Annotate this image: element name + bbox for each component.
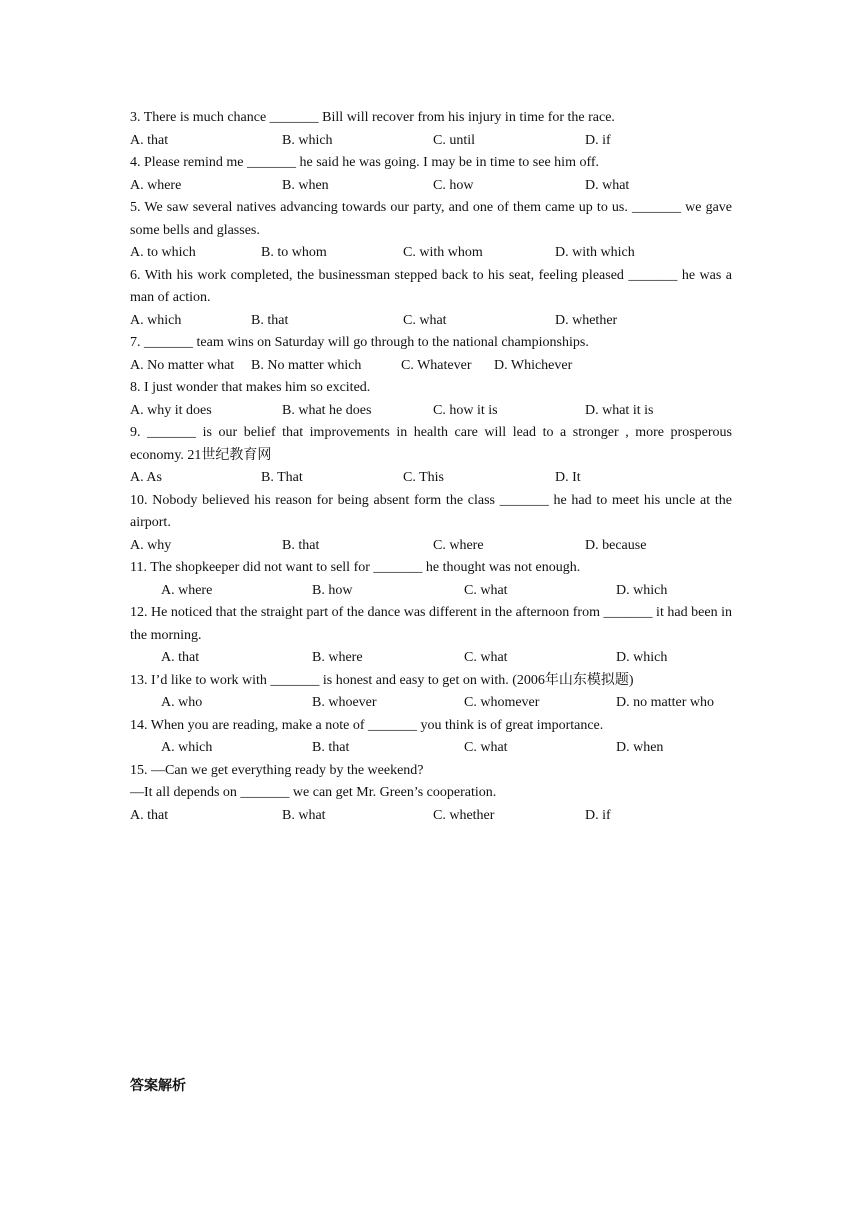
option-q14-c: C. what	[464, 740, 508, 755]
options-row-q5	[130, 242, 732, 265]
question-stem-q4: 4. Please remind me _______ he said he was going. I may be in time to see him off.	[130, 155, 600, 170]
option-q8-a: A. why it does	[130, 402, 212, 418]
options-row-q9	[130, 467, 732, 490]
options-row-q13	[130, 692, 732, 715]
option-q3-a: A. that	[130, 132, 169, 148]
option-q10-a: A. why	[130, 537, 172, 553]
option-q14-b: B. that	[312, 740, 350, 755]
option-q4-a: A. where	[130, 177, 182, 193]
question-stem2-q15: —It all depends on _______ we can get Mr. Green’s cooperation.	[130, 785, 497, 800]
options-row-q7	[130, 355, 732, 378]
question-stem-q7: 7. _______ team wins on Saturday will go through to the national championships.	[130, 335, 589, 350]
option-q12-c: C. what	[464, 650, 508, 665]
option-q9-c: C. This	[403, 470, 444, 485]
question-stem-q12: 12. He noticed that the straight part of the dance was different in the afternoon from _______ it had been in the morning.	[130, 605, 732, 643]
option-q5-c: C. with whom	[403, 245, 483, 260]
question-stem-q3: 3. There is much chance _______ Bill will recover from his injury in time for the race.	[130, 110, 615, 125]
option-q10-c: C. where	[433, 537, 484, 553]
option-q13-a: A. who	[161, 695, 203, 710]
option-q10-d: D. because	[585, 537, 647, 553]
option-q3-d: D. if	[585, 132, 611, 148]
options-row-q3	[130, 130, 732, 153]
option-q3-c: C. until	[433, 132, 476, 148]
option-q9-d: D. It	[555, 470, 581, 485]
option-q14-a: A. which	[161, 740, 213, 755]
option-q7-c: C. Whatever	[401, 357, 472, 373]
option-q6-b: B. that	[251, 312, 289, 328]
option-q4-b: B. when	[282, 177, 329, 193]
option-q15-d: D. if	[585, 807, 611, 823]
option-q12-d: D. which	[616, 650, 668, 665]
option-q5-d: D. with which	[555, 245, 635, 260]
option-q15-b: B. what	[282, 807, 326, 823]
options-row-q6	[130, 310, 732, 333]
question-stem-q9: 9. _______ is our belief that improvements in health care will lead to a stronger , more prosperous economy. 21世纪教育网	[130, 425, 732, 463]
option-q15-c: C. whether	[433, 807, 495, 823]
option-q7-d: D. Whichever	[494, 357, 573, 373]
option-q13-d: D. no matter who	[616, 695, 714, 710]
question-stem-q11: 11. The shopkeeper did not want to sell for _______ he thought was not enough.	[130, 560, 581, 575]
option-q12-b: B. where	[312, 650, 363, 665]
option-q13-b: B. whoever	[312, 695, 377, 710]
option-q4-c: C. how	[433, 177, 474, 193]
option-q3-b: B. which	[282, 132, 333, 148]
option-q9-a: A. As	[130, 470, 162, 485]
question-stem-q14: 14. When you are reading, make a note of _______ you think is of great importance.	[130, 717, 604, 733]
option-q8-d: D. what it is	[585, 402, 654, 418]
option-q9-b: B. That	[261, 470, 303, 485]
question-stem-q6: 6. With his work completed, the businessman stepped back to his seat, feeling pleased _______ he was a man of action.	[130, 267, 732, 305]
options-row-q11	[130, 580, 732, 603]
option-q12-a: A. that	[161, 650, 200, 665]
question-stem-q8: 8. I just wonder that makes him so excited.	[130, 380, 371, 395]
option-q14-d: D. when	[616, 740, 664, 755]
option-q11-a: A. where	[161, 582, 213, 598]
option-q10-b: B. that	[282, 537, 320, 553]
question-list	[130, 107, 732, 827]
options-row-q4	[130, 175, 732, 198]
option-q13-c: C. whomever	[464, 695, 540, 710]
option-q6-a: A. which	[130, 312, 182, 328]
option-q7-b: B. No matter which	[251, 357, 362, 373]
question-stem-q5: 5. We saw several natives advancing towards our party, and one of them came up to us. _______ we gave some bells and glasses.	[130, 200, 732, 238]
question-stem-q10: 10. Nobody believed his reason for being absent form the class _______ he had to meet his uncle at the airport.	[130, 492, 732, 530]
option-q8-b: B. what he does	[282, 402, 372, 418]
options-row-q8	[130, 400, 732, 423]
answer-heading: 答案解析	[130, 1078, 186, 1094]
option-q11-d: D. which	[616, 582, 668, 598]
option-q4-d: D. what	[585, 177, 630, 193]
option-q15-a: A. that	[130, 807, 169, 823]
options-row-q10	[130, 535, 732, 558]
option-q7-a: A. No matter what	[130, 357, 235, 373]
options-row-q15	[130, 805, 732, 828]
question-stem-q13: 13. I’d like to work with _______ is honest and easy to get on with. (2006年山东模拟题)	[130, 672, 634, 688]
option-q6-d: D. whether	[555, 312, 618, 328]
option-q5-a: A. to which	[130, 245, 196, 260]
option-q6-c: C. what	[403, 312, 447, 328]
options-row-q14	[130, 737, 732, 760]
option-q5-b: B. to whom	[261, 245, 327, 260]
option-q11-c: C. what	[464, 582, 508, 598]
options-row-q12	[130, 647, 732, 670]
question-stem-q15: 15. —Can we get everything ready by the weekend?	[130, 762, 424, 778]
option-q11-b: B. how	[312, 582, 353, 598]
option-q8-c: C. how it is	[433, 402, 498, 418]
